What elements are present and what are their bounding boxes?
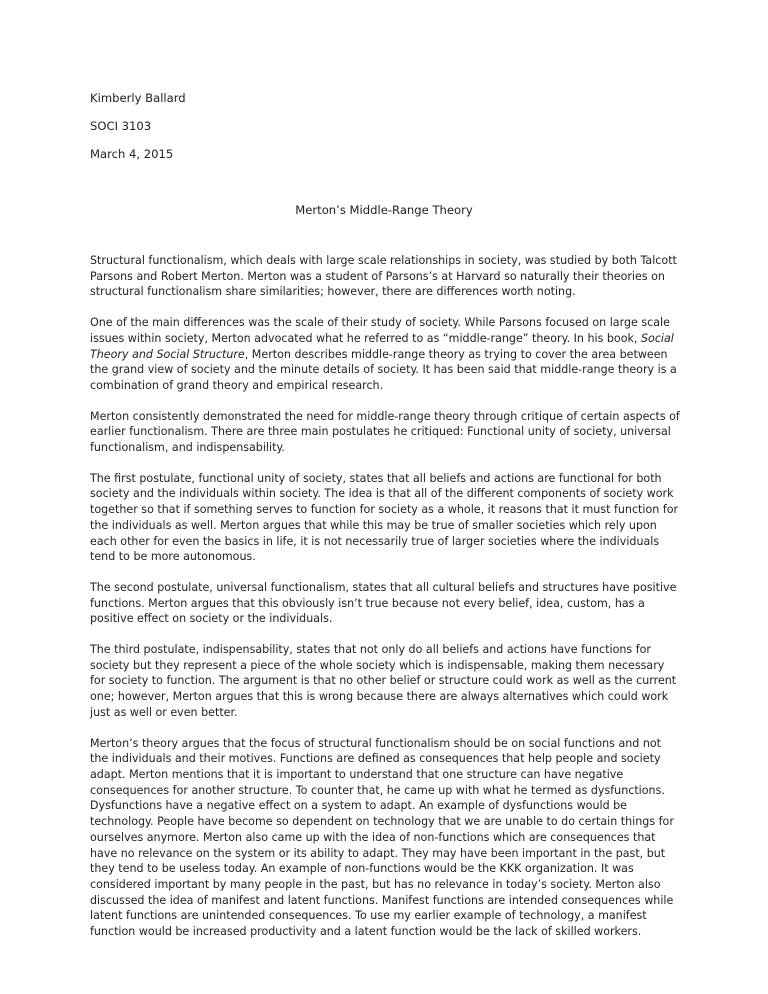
book-title: Social Theory and Social Structure	[90, 331, 674, 361]
paragraph-text: , Merton describes middle-range theory as trying to cover the area between the grand view of society and the minute details of society. It has been said that middle-range theory is a combination of grand theory and empirical research.	[90, 347, 677, 392]
paragraph-intro: Structural functionalism, which deals with large scale relationships in society, was studied by both Talcott Parsons and Robert Merton. Merton was a student of Parsons’s at Harvard so naturally their theories on structural functionalism share similarities; however, there are differences worth noting.	[90, 254, 677, 299]
paragraph-scale-difference	[90, 315, 680, 394]
document-title: Merton’s Middle-Range Theory	[295, 203, 473, 217]
paragraph-second-postulate: The second postulate, universal functionalism, states that all cultural beliefs and structures have positive functions. Merton argues that this obviously isn’t true because not every belief, idea, custom, has a positive effect on society or the individuals.	[90, 580, 677, 626]
paragraph-postulates: Merton consistently demonstrated the need for middle-range theory through critique of certain aspects of earlier functionalism. There are three main postulates he critiqued: Functional unity of society, universal functionalism, and indispensability.	[90, 409, 680, 455]
document-date: March 4, 2015	[90, 147, 174, 161]
paragraph-text: One of the main differences was the scale of their study of society. While Parsons focused on large scale issues within society, Merton advocated what he referred to as “middle-range” theory. In his book,	[90, 316, 670, 345]
paragraph-first-postulate: The first postulate, functional unity of society, states that all beliefs and actions are functional for both society and the individuals within society. The idea is that all of the different components of society work together so that if something serves to function for society as a whole, it reasons that it must function for the individuals as well. Merton argues that while this may be true of smaller societies which rely upon each other for even the basics in life, it is not necessarily true of larger societies where the individuals tend to be more autonomous.	[90, 471, 679, 564]
paragraph-functions: Merton’s theory argues that the focus of structural functionalism should be on social functions and not the individuals and their motives. Functions are defined as consequences that help people and society adapt. Merton mentions that it is important to understand that one structure can have negative consequences for another structure. To counter that, he came up with what he termed as dysfunctions. Dysfunctions have a negative effect on a system to adapt. An example of dysfunctions would be technology. People have become so dependent on technology that we are unable to do certain things for ourselves anymore. Merton also came up with the idea of non-functions which are consequences that have no relevance on the system or its ability to adapt. They may have been important in the past, but they tend to be useless today. An example of non-functions would be the KKK organization. It was considered important by many people in the past, but has no relevance in today’s society. Merton also discussed the idea of manifest and latent functions. Manifest functions are intended consequences while latent functions are unintended consequences. To use my earlier example of technology, a manifest function would be increased productivity and a latent function would be the lack of skilled workers.	[90, 736, 674, 939]
course-code: SOCI 3103	[90, 119, 152, 133]
document-body	[90, 253, 680, 955]
paragraph-third-postulate: The third postulate, indispensability, states that not only do all beliefs and actions have functions for society but they represent a piece of the whole society which is indispensable, making them necessary for society to function. The argument is that no other belief or structure could work as well as the current one; however, Merton argues that this is wrong because there are always alternatives which could work just as well or even better.	[90, 643, 677, 719]
author-name: Kimberly Ballard	[90, 91, 186, 105]
